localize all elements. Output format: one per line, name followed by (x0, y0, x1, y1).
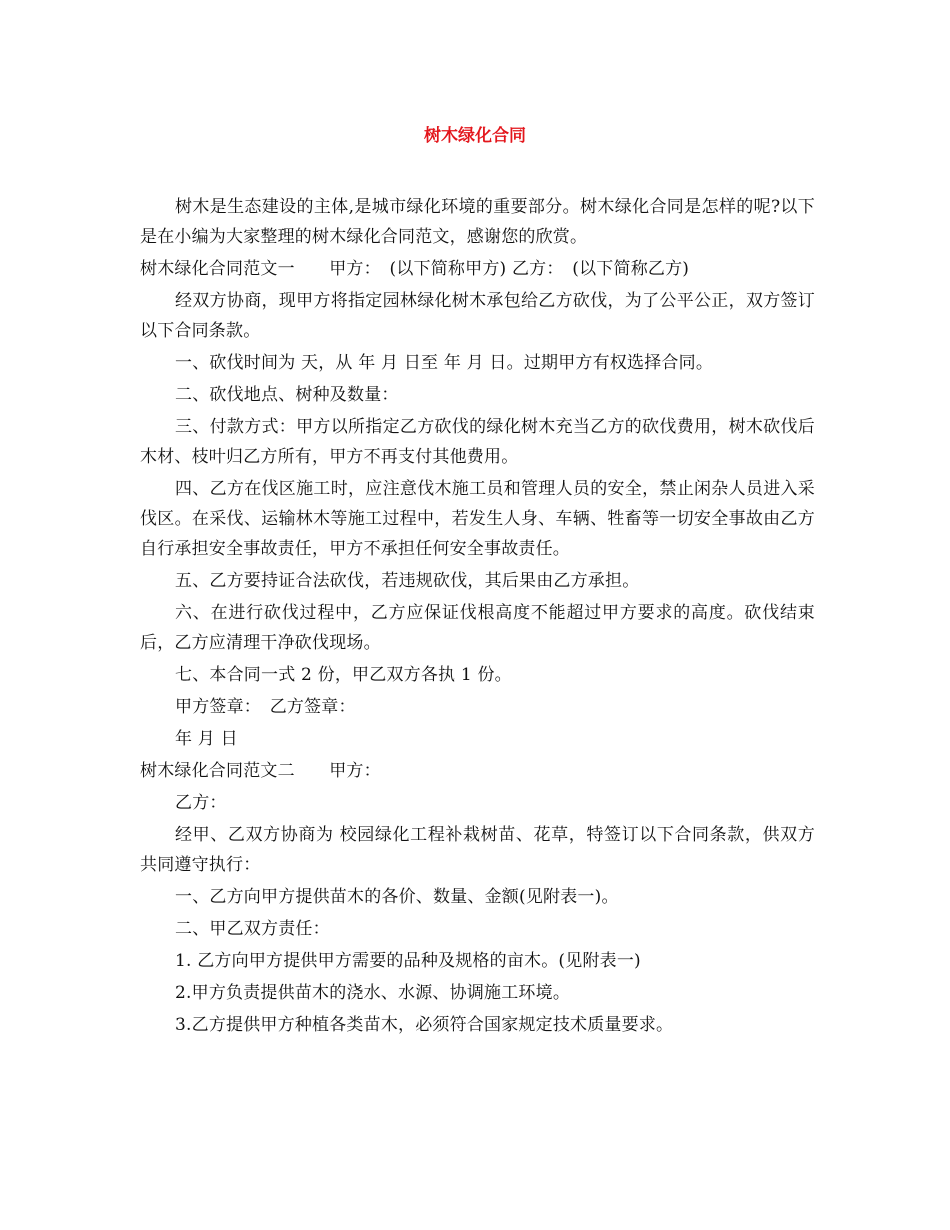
paragraph-agreement-preamble: 经双方协商，现甲方将指定园林绿化树木承包给乙方砍伐，为了公平公正，双方签订以下合同条款。 (140, 291, 815, 341)
sample-two-item-2: 2.甲方负责提供苗木的浇水、水源、协调施工环境。 (175, 983, 571, 1003)
document-body (140, 192, 815, 1040)
signature-line: 甲方签章： 乙方签章： (175, 697, 356, 717)
paragraph-sample-two-preamble: 经甲、乙双方协商为 校园绿化工程补栽树苗、花草，特签订以下合同条款，供双方共同遵守执行： (140, 825, 815, 875)
clause-2: 二、砍伐地点、树种及数量： (175, 385, 399, 405)
sample-two-item-3: 3.乙方提供甲方种植各类苗木，必须符合国家规定技术质量要求。 (175, 1015, 674, 1035)
clause-3: 三、付款方式：甲方以所指定乙方砍伐的绿化树木充当乙方的砍伐费用，树木砍伐后木材、枝叶归乙方所有，甲方不再支付其他费用。 (140, 417, 815, 467)
date-line: 年 月 日 (175, 729, 238, 749)
clause-4: 四、乙方在伐区施工时，应注意伐木施工员和管理人员的安全，禁止闲杂人员进入采伐区。在采伐、运输林木等施工过程中，若发生人身、车辆、牲畜等一切安全事故由乙方自行承担安全事故责任，甲方不承担任何安全事故责任。 (140, 479, 815, 559)
paragraph-sample-one-heading: 树木绿化合同范文一 甲方： (以下简称甲方) 乙方： (以下简称乙方) (140, 259, 690, 279)
clause-1: 一、砍伐时间为 天，从 年 月 日至 年 月 日。过期甲方有权选择合同。 (175, 353, 714, 373)
paragraph-sample-two-heading: 树木绿化合同范文二 甲方： (140, 761, 381, 781)
clause-6: 六、在进行砍伐过程中，乙方应保证伐根高度不能超过甲方要求的高度。砍伐结束后，乙方应清理干净砍伐现场。 (140, 603, 815, 653)
clause-5: 五、乙方要持证合法砍伐，若违规砍伐，其后果由乙方承担。 (175, 571, 640, 591)
paragraph-intro: 树木是生态建设的主体,是城市绿化环境的重要部分。树木绿化合同是怎样的呢?以下是在小编为大家整理的树木绿化合同范文，感谢您的欣赏。 (140, 197, 815, 247)
sample-two-clause-2: 二、甲乙双方责任： (175, 919, 330, 939)
sample-two-clause-1: 一、乙方向甲方提供苗木的各价、数量、金额(见附表一)。 (175, 887, 619, 907)
sample-two-item-1: 1. 乙方向甲方提供甲方需要的品种及规格的亩木。(见附表一) (175, 951, 641, 971)
party-b-line: 乙方： (175, 793, 227, 813)
document-title: 树木绿化合同 (424, 126, 526, 146)
clause-7: 七、本合同一式 2 份，甲乙双方各执 1 份。 (175, 665, 512, 685)
